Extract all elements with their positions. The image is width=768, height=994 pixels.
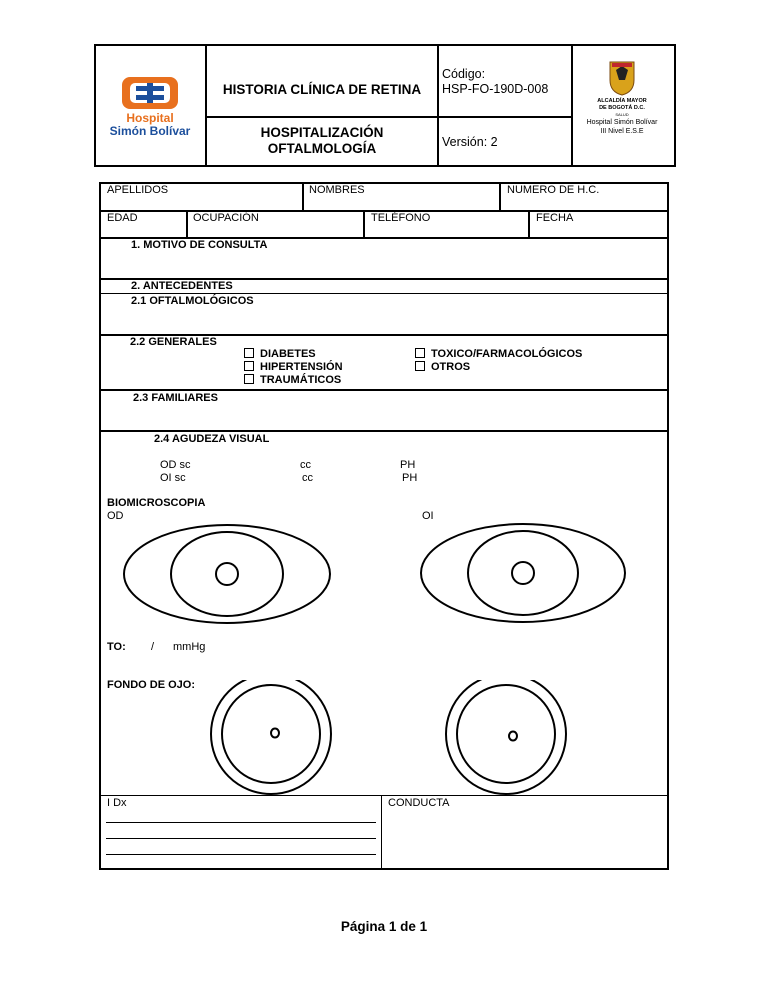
- hospital-logo-line1: Hospital: [126, 111, 174, 125]
- crest-line5: III Nivel E.S.E: [600, 128, 644, 135]
- eye-diagram-od: [124, 525, 330, 623]
- checkbox-traumaticos[interactable]: TRAUMÁTICOS: [244, 374, 341, 387]
- to-unit: mmHg: [173, 641, 206, 653]
- fecha-label: FECHA: [536, 212, 574, 224]
- oi-ph-label: PH: [402, 472, 418, 484]
- crest-line2: DE BOGOTÁ D.C.: [599, 105, 645, 111]
- code-label: Código:: [442, 67, 486, 81]
- ocupacion-label: OCUPACIÓN: [193, 212, 259, 224]
- hospital-logo: [100, 74, 200, 140]
- nombres-label: NOMBRES: [309, 184, 365, 196]
- fondo-heading: FONDO DE OJO:: [107, 679, 196, 691]
- checkbox-toxico[interactable]: TOXICO/FARMACOLÓGICOS: [415, 348, 582, 361]
- motivo-heading: 1. MOTIVO DE CONSULTA: [131, 239, 268, 251]
- numero-hc-label: NUMERO DE H.C.: [507, 184, 600, 196]
- fundus-od: [211, 680, 331, 794]
- field-divider: [381, 795, 382, 870]
- od-cc-label: cc: [300, 459, 311, 471]
- fundus-oi: [446, 680, 566, 794]
- row-divider: [99, 389, 669, 391]
- row-divider: [99, 293, 669, 294]
- field-divider: [499, 182, 501, 211]
- telefono-label: TELÉFONO: [371, 212, 431, 224]
- biomicroscopia-heading: BIOMICROSCOPIA: [107, 497, 206, 509]
- biomicroscopia-oi-label: OI: [422, 510, 434, 522]
- oi-cc-label: cc: [302, 472, 313, 484]
- form-subtitle-line1: HOSPITALIZACIÓN: [260, 125, 384, 140]
- crest-line4: Hospital Simón Bolívar: [586, 119, 658, 126]
- anterior-segment-diagram: [99, 520, 669, 640]
- oftalmologicos-heading: 2.1 OFTALMOLÓGICOS: [131, 295, 254, 307]
- idx-writing-line[interactable]: [106, 822, 376, 823]
- bogota-crest: [578, 60, 666, 140]
- field-divider: [528, 210, 530, 238]
- to-label: TO:: [107, 641, 126, 653]
- hospital-logo-icon: [100, 74, 200, 112]
- conducta-label: CONDUCTA: [388, 797, 450, 809]
- crest-line3: SALUD: [615, 112, 629, 117]
- crest-line1: ALCALDÍA MAYOR: [597, 98, 647, 104]
- version-label: Versión: 2: [442, 135, 498, 149]
- checkbox-icon[interactable]: [244, 361, 254, 371]
- apellidos-label: APELLIDOS: [107, 184, 169, 196]
- page-number: Página 1 de 1: [340, 919, 428, 934]
- form-title: HISTORIA CLÍNICA DE RETINA: [222, 82, 422, 97]
- checkbox-icon[interactable]: [244, 374, 254, 384]
- familiares-heading: 2.3 FAMILIARES: [133, 392, 218, 404]
- checkbox-diabetes[interactable]: DIABETES: [244, 348, 316, 361]
- antecedentes-heading: 2. ANTECEDENTES: [131, 280, 233, 292]
- crest-icon: [578, 60, 666, 96]
- idx-writing-line[interactable]: [106, 838, 376, 839]
- checkbox-icon[interactable]: [415, 361, 425, 371]
- generales-heading: 2.2 GENERALES: [130, 336, 217, 348]
- form-subtitle-line2: OFTALMOLOGÍA: [267, 141, 377, 156]
- oi-sc-label: OI sc: [160, 472, 186, 484]
- od-sc-label: OD sc: [160, 459, 191, 471]
- row-divider: [99, 795, 669, 796]
- header-divider: [437, 44, 439, 167]
- to-slash: /: [151, 641, 155, 653]
- checkbox-hipertension[interactable]: HIPERTENSIÓN: [244, 361, 343, 374]
- idx-writing-line[interactable]: [106, 854, 376, 855]
- checkbox-icon[interactable]: [415, 348, 425, 358]
- biomicroscopia-od-label: OD: [107, 510, 124, 522]
- idx-label: I Dx: [107, 797, 127, 809]
- header-divider: [571, 44, 573, 167]
- header-divider: [205, 116, 571, 118]
- agudeza-heading: 2.4 AGUDEZA VISUAL: [154, 433, 270, 445]
- fundus-diagram: [99, 680, 669, 795]
- hospital-logo-line2: Simón Bolívar: [109, 124, 191, 138]
- field-divider: [363, 210, 365, 238]
- checkbox-otros[interactable]: OTROS: [415, 361, 470, 374]
- checkbox-icon[interactable]: [244, 348, 254, 358]
- field-divider: [302, 182, 304, 211]
- eye-diagram-oi: [421, 524, 625, 622]
- row-divider: [99, 430, 669, 432]
- od-ph-label: PH: [400, 459, 416, 471]
- field-divider: [186, 210, 188, 238]
- code-value: HSP-FO-190D-008: [442, 82, 549, 96]
- edad-label: EDAD: [107, 212, 138, 224]
